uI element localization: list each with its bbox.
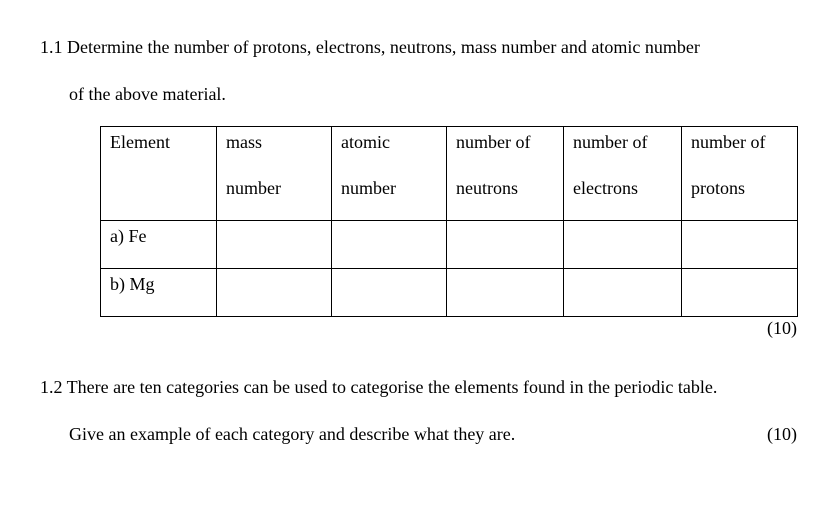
header-mass-number-line1: mass — [226, 132, 262, 152]
answer-cell-fe-atomic-number[interactable] — [332, 221, 447, 269]
header-atomic-number-line1: atomic — [341, 132, 390, 152]
header-electrons — [564, 127, 682, 221]
header-protons-line2: protons — [691, 178, 745, 198]
table-row-mg — [101, 269, 798, 317]
header-electrons-line1: number of — [573, 132, 648, 152]
header-mass-number — [217, 127, 332, 221]
answer-cell-fe-neutrons[interactable] — [447, 221, 564, 269]
header-atomic-number-line2: number — [341, 178, 396, 198]
answer-cell-mg-electrons[interactable] — [564, 269, 682, 317]
question-1-1-marks: (10) — [767, 318, 797, 338]
header-element — [101, 127, 217, 221]
question-1-1-text-continued: of the above material. — [69, 84, 226, 104]
question-1-2-text: 1.2 There are ten categories can be used to categorise the elements found in the periodic table. — [40, 377, 718, 397]
answer-cell-fe-mass-number[interactable] — [217, 221, 332, 269]
answer-cell-mg-mass-number[interactable] — [217, 269, 332, 317]
answer-cell-mg-neutrons[interactable] — [447, 269, 564, 317]
header-neutrons-line2: neutrons — [456, 178, 518, 198]
header-electrons-line2: electrons — [573, 178, 638, 198]
header-mass-number-line2: number — [226, 178, 281, 198]
table-row-fe — [101, 221, 798, 269]
question-1-1-text: 1.1 Determine the number of protons, electrons, neutrons, mass number and atomic number — [40, 37, 700, 57]
answer-cell-mg-atomic-number[interactable] — [332, 269, 447, 317]
answer-cell-fe-protons[interactable] — [682, 221, 798, 269]
table-header-row — [101, 127, 798, 221]
header-neutrons-line1: number of — [456, 132, 531, 152]
element-cell-mg: b) Mg — [101, 269, 217, 317]
answer-table — [100, 126, 798, 317]
answer-cell-mg-protons[interactable] — [682, 269, 798, 317]
header-neutrons — [447, 127, 564, 221]
header-element-label: Element — [110, 132, 170, 152]
question-1-2-text-continued: Give an example of each category and describe what they are. — [69, 424, 516, 444]
answer-cell-fe-electrons[interactable] — [564, 221, 682, 269]
question-1-2-marks: (10) — [767, 424, 797, 444]
header-protons-line1: number of — [691, 132, 766, 152]
header-atomic-number — [332, 127, 447, 221]
header-protons — [682, 127, 798, 221]
element-cell-fe: a) Fe — [101, 221, 217, 269]
